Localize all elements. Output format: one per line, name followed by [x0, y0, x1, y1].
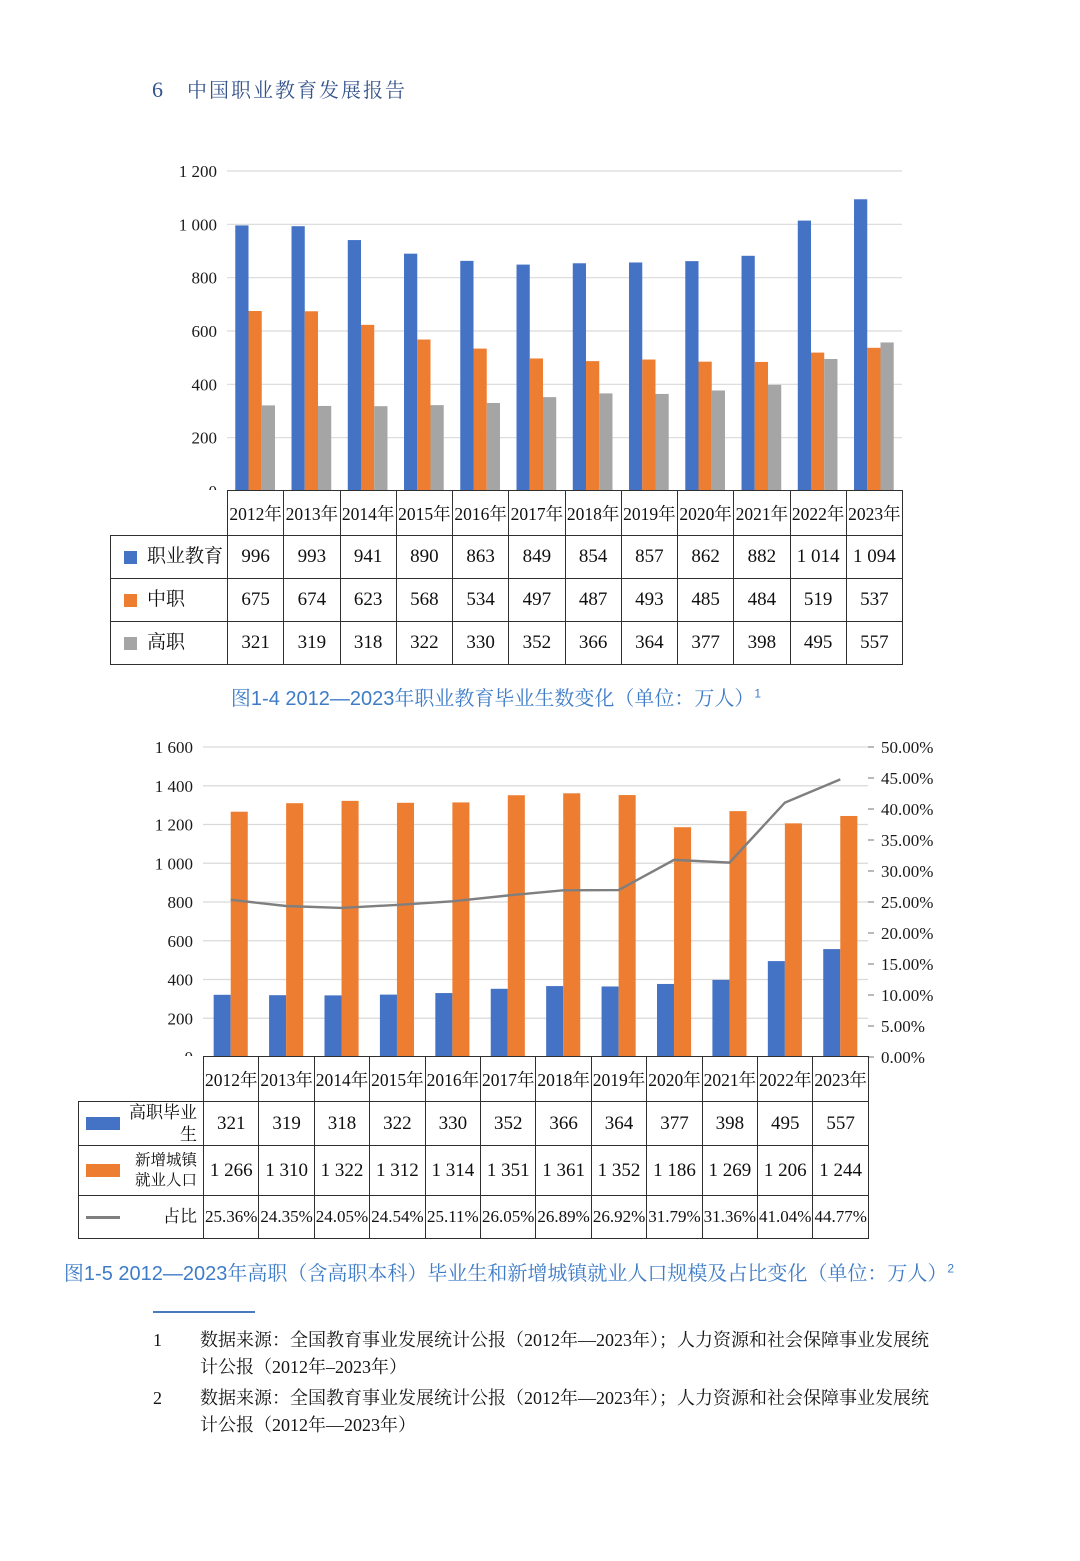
- figure-1-5-data-table: [78, 1056, 869, 1239]
- value-cell: 377: [647, 1102, 702, 1146]
- figure-1-4-data-table: [110, 490, 903, 665]
- value-cell: 26.05%: [481, 1196, 536, 1239]
- bar: [397, 803, 414, 1057]
- bar: [840, 816, 857, 1057]
- value-cell: 352: [509, 622, 565, 665]
- bar: [798, 221, 811, 491]
- value-cell: 890: [396, 536, 452, 579]
- series-row: [79, 1102, 869, 1146]
- page-header: [152, 74, 407, 103]
- value-cell: 534: [453, 579, 509, 622]
- figure-1-4-caption: [0, 682, 992, 711]
- value-cell: 330: [425, 1102, 480, 1146]
- value-cell: 41.04%: [758, 1196, 813, 1239]
- value-cell: 377: [678, 622, 734, 665]
- series-name: 高职: [147, 632, 186, 654]
- bar: [599, 393, 612, 491]
- value-cell: 24.54%: [370, 1196, 425, 1239]
- bar: [430, 405, 443, 491]
- series-row: [79, 1146, 869, 1196]
- footnote-2-number: 2: [153, 1388, 162, 1408]
- value-cell: 1 351: [481, 1146, 536, 1196]
- y-axis-tick-label: 600: [191, 322, 217, 341]
- bar: [487, 403, 500, 491]
- value-cell: 993: [284, 536, 340, 579]
- table-corner-cell: [111, 491, 228, 536]
- series-legend-cell: [79, 1196, 204, 1239]
- value-cell: 675: [228, 579, 284, 622]
- bar: [474, 349, 487, 491]
- value-cell: 1 244: [813, 1146, 868, 1196]
- value-cell: 322: [370, 1102, 425, 1146]
- bar: [602, 986, 619, 1057]
- year-header-cell: 2019年: [621, 491, 677, 536]
- value-cell: 319: [259, 1102, 314, 1146]
- bar-series-2: [249, 311, 881, 491]
- series-row: [111, 536, 903, 579]
- value-cell: 330: [453, 622, 509, 665]
- bar: [755, 362, 768, 491]
- legend-line-icon: [86, 1216, 120, 1219]
- series-legend-cell: [111, 579, 228, 622]
- value-cell: 485: [678, 579, 734, 622]
- right-y-axis-tick-label: 45.00%: [881, 769, 934, 788]
- y-axis-tick-label: 200: [167, 1009, 193, 1029]
- right-y-axis-tick-label: 25.00%: [881, 893, 934, 912]
- value-cell: 1 310: [259, 1146, 314, 1196]
- ratio-line: [231, 779, 841, 908]
- series-legend-cell: [111, 536, 228, 579]
- value-cell: 24.35%: [259, 1196, 314, 1239]
- y-axis-tick-label: 400: [191, 375, 217, 395]
- value-cell: 568: [396, 579, 452, 622]
- year-header-cell: 2013年: [259, 1057, 314, 1102]
- page-title: 中国职业教育发展报告: [187, 80, 407, 102]
- value-cell: 26.92%: [591, 1196, 646, 1239]
- bar: [699, 362, 712, 491]
- value-cell: 31.79%: [647, 1196, 702, 1239]
- value-cell: 25.11%: [425, 1196, 480, 1239]
- y-axis-tick-label: 200: [191, 428, 217, 448]
- series-legend-cell: [79, 1102, 204, 1146]
- bar: [629, 262, 642, 491]
- year-header-cell: 2014年: [314, 1057, 369, 1102]
- value-cell: 352: [481, 1102, 536, 1146]
- year-header-cell: 2022年: [758, 1057, 813, 1102]
- y-axis-tick-label: 1 200: [178, 162, 217, 181]
- year-header-cell: 2012年: [228, 491, 284, 536]
- bar: [348, 240, 361, 491]
- legend-bar-icon: [86, 1164, 120, 1177]
- bar: [685, 261, 698, 491]
- year-header-cell: 2015年: [396, 491, 452, 536]
- bar: [269, 995, 286, 1057]
- right-y-axis-tick-label: 0.00%: [881, 1048, 925, 1067]
- figure-1-4-caption-text: 图1-4 2012—2023年职业教育毕业生数变化（单位：万人）: [230, 688, 755, 710]
- right-y-axis-tick-label: 20.00%: [881, 924, 934, 943]
- year-header-cell: 2013年: [284, 491, 340, 536]
- bar: [380, 995, 397, 1057]
- right-y-axis-tick-label: 30.00%: [881, 862, 934, 881]
- year-header-row: [111, 491, 903, 536]
- bar: [655, 394, 668, 491]
- y-axis-tick-label: 1 600: [154, 738, 193, 757]
- bar: [249, 311, 262, 491]
- series-row: [79, 1196, 869, 1239]
- value-cell: 493: [621, 579, 677, 622]
- value-cell: 863: [453, 536, 509, 579]
- value-cell: 519: [790, 579, 846, 622]
- legend-bar-icon: [86, 1117, 120, 1130]
- bar: [854, 199, 867, 491]
- year-header-cell: 2016年: [425, 1057, 480, 1102]
- year-header-cell: 2017年: [481, 1057, 536, 1102]
- bar: [619, 795, 636, 1057]
- value-cell: 1 312: [370, 1146, 425, 1196]
- bar: [235, 225, 248, 491]
- value-cell: 25.36%: [204, 1196, 259, 1239]
- year-header-row: [79, 1057, 869, 1102]
- year-header-cell: 2021年: [702, 1057, 757, 1102]
- bar: [508, 795, 525, 1057]
- y-axis-tick-label: 800: [167, 893, 193, 912]
- value-cell: 674: [284, 579, 340, 622]
- value-cell: 497: [509, 579, 565, 622]
- value-cell: 31.36%: [702, 1196, 757, 1239]
- bar: [292, 226, 305, 491]
- figure-1-4-table: [110, 490, 903, 665]
- year-header-cell: 2015年: [370, 1057, 425, 1102]
- value-cell: 557: [846, 622, 902, 665]
- bar: [880, 342, 893, 491]
- year-header-cell: 2019年: [591, 1057, 646, 1102]
- legend-square-icon: [124, 637, 137, 650]
- bar: [231, 812, 248, 1057]
- value-cell: 366: [565, 622, 621, 665]
- bar: [324, 995, 341, 1057]
- value-cell: 398: [734, 622, 790, 665]
- value-cell: 321: [204, 1102, 259, 1146]
- page-number: 6: [152, 77, 163, 102]
- figure-1-5-caption-text: 图1-5 2012—2023年高职（含高职本科）毕业生和新增城镇就业人口规模及占比变化（单位：万人）: [63, 1263, 948, 1285]
- year-header-cell: 2020年: [647, 1057, 702, 1102]
- bar: [742, 256, 755, 491]
- bar: [867, 348, 880, 491]
- year-header-cell: 2023年: [813, 1057, 868, 1102]
- value-cell: 319: [284, 622, 340, 665]
- series-row: [111, 622, 903, 665]
- series-name: 职业教育: [147, 546, 224, 568]
- value-cell: 1 266: [204, 1146, 259, 1196]
- bar: [586, 361, 599, 491]
- bar: [823, 949, 840, 1057]
- value-cell: 26.89%: [536, 1196, 591, 1239]
- y-axis-tick-label: 800: [191, 268, 217, 288]
- bar: [417, 340, 430, 491]
- value-cell: 322: [396, 622, 452, 665]
- footnote-separator: [153, 1311, 255, 1313]
- year-header-cell: 2018年: [536, 1057, 591, 1102]
- bar: [214, 995, 231, 1057]
- value-cell: 537: [846, 579, 902, 622]
- value-cell: 849: [509, 536, 565, 579]
- value-cell: 996: [228, 536, 284, 579]
- value-cell: 1 206: [758, 1146, 813, 1196]
- value-cell: 1 361: [536, 1146, 591, 1196]
- value-cell: 1 269: [702, 1146, 757, 1196]
- right-y-axis-tick-label: 35.00%: [881, 831, 934, 850]
- bar: [768, 961, 785, 1057]
- bar: [530, 358, 543, 491]
- right-y-axis-tick-label: 15.00%: [881, 955, 934, 974]
- right-y-axis-tick-label: 5.00%: [881, 1017, 925, 1036]
- value-cell: 557: [813, 1102, 868, 1146]
- value-cell: 484: [734, 579, 790, 622]
- bar: [361, 325, 374, 491]
- footnote-1-text: 数据来源：全国教育事业发展统计公报（2012年—2023年）；人力资源和社会保障事业发展统计公报（2012年–2023年）: [200, 1330, 929, 1377]
- value-cell: 398: [702, 1102, 757, 1146]
- figure-1-4-footnote-ref: 1: [754, 686, 762, 701]
- bar: [305, 311, 318, 491]
- bar: [546, 986, 563, 1057]
- bar: [563, 793, 580, 1057]
- figure-1-5-footnote-ref: 2: [947, 1261, 955, 1276]
- bar: [573, 263, 586, 491]
- figure-1-4-chart: [172, 152, 907, 504]
- y-axis-tick-label: 1 000: [178, 215, 217, 235]
- value-cell: 1 314: [425, 1146, 480, 1196]
- y-axis-tick-label: 400: [167, 970, 193, 990]
- value-cell: 366: [536, 1102, 591, 1146]
- bar: [404, 254, 417, 491]
- bar: [768, 385, 781, 491]
- y-axis-tick-label: 1 000: [154, 854, 193, 874]
- figure-1-5-chart: [130, 732, 942, 1092]
- year-header-cell: 2017年: [509, 491, 565, 536]
- value-cell: 882: [734, 536, 790, 579]
- y-axis-tick-label: 1 400: [154, 776, 193, 796]
- value-cell: 862: [678, 536, 734, 579]
- value-cell: 321: [228, 622, 284, 665]
- footnote-1: [153, 1323, 953, 1381]
- value-cell: 24.05%: [314, 1196, 369, 1239]
- year-header-cell: 2023年: [846, 491, 902, 536]
- bar: [374, 406, 387, 491]
- value-cell: 318: [314, 1102, 369, 1146]
- value-cell: 1 094: [846, 536, 902, 579]
- year-header-cell: 2012年: [204, 1057, 259, 1102]
- year-header-cell: 2018年: [565, 491, 621, 536]
- series-row: [111, 579, 903, 622]
- series-name: 占比: [163, 1207, 197, 1227]
- value-cell: 1 014: [790, 536, 846, 579]
- year-header-cell: 2016年: [453, 491, 509, 536]
- bar: [785, 823, 802, 1057]
- value-cell: 1 322: [314, 1146, 369, 1196]
- value-cell: 495: [790, 622, 846, 665]
- value-cell: 1 352: [591, 1146, 646, 1196]
- value-cell: 318: [340, 622, 396, 665]
- value-cell: 364: [621, 622, 677, 665]
- figure-1-5-caption: [0, 1257, 1018, 1286]
- bar: [657, 984, 674, 1057]
- bar: [452, 802, 469, 1057]
- value-cell: 487: [565, 579, 621, 622]
- bar: [712, 980, 729, 1057]
- series-legend-cell: [111, 622, 228, 665]
- value-cell: 857: [621, 536, 677, 579]
- series-name: 新增城镇就业人口: [134, 1152, 197, 1189]
- footnotes: [153, 1323, 953, 1439]
- value-cell: 623: [340, 579, 396, 622]
- bar: [286, 803, 303, 1057]
- bar: [517, 265, 530, 491]
- footnote-2: [153, 1381, 953, 1439]
- value-cell: 1 186: [647, 1146, 702, 1196]
- value-cell: 44.77%: [813, 1196, 868, 1239]
- series-legend-cell: [79, 1146, 204, 1196]
- value-cell: 495: [758, 1102, 813, 1146]
- bar: [712, 390, 725, 491]
- bar: [435, 993, 452, 1057]
- series-name: 高职毕业生: [129, 1103, 197, 1144]
- bar: [824, 359, 837, 491]
- bar: [642, 360, 655, 491]
- series-name: 中职: [147, 589, 186, 611]
- figure-1-5-table: [78, 1056, 869, 1239]
- table-corner-cell: [79, 1057, 204, 1102]
- right-y-axis-tick-label: 40.00%: [881, 800, 934, 819]
- y-axis-tick-label: 1 200: [154, 815, 193, 835]
- footnote-1-number: 1: [153, 1330, 162, 1350]
- bar: [318, 406, 331, 491]
- year-header-cell: 2014年: [340, 491, 396, 536]
- value-cell: 941: [340, 536, 396, 579]
- y-axis-tick-label: 600: [167, 931, 193, 951]
- bar: [811, 353, 824, 491]
- year-header-cell: 2021年: [734, 491, 790, 536]
- bar: [342, 801, 359, 1057]
- right-y-axis-tick-label: 50.00%: [881, 738, 934, 757]
- footnote-2-text: 数据来源：全国教育事业发展统计公报（2012年—2023年）；人力资源和社会保障事业发展统计公报（2012年—2023年）: [200, 1388, 929, 1435]
- value-cell: 364: [591, 1102, 646, 1146]
- bar: [543, 397, 556, 491]
- bar: [262, 405, 275, 491]
- value-cell: 854: [565, 536, 621, 579]
- legend-square-icon: [124, 594, 137, 607]
- year-header-cell: 2022年: [790, 491, 846, 536]
- bar: [491, 989, 508, 1057]
- bar: [460, 261, 473, 491]
- year-header-cell: 2020年: [678, 491, 734, 536]
- legend-square-icon: [124, 551, 137, 564]
- right-y-axis-tick-label: 10.00%: [881, 986, 934, 1005]
